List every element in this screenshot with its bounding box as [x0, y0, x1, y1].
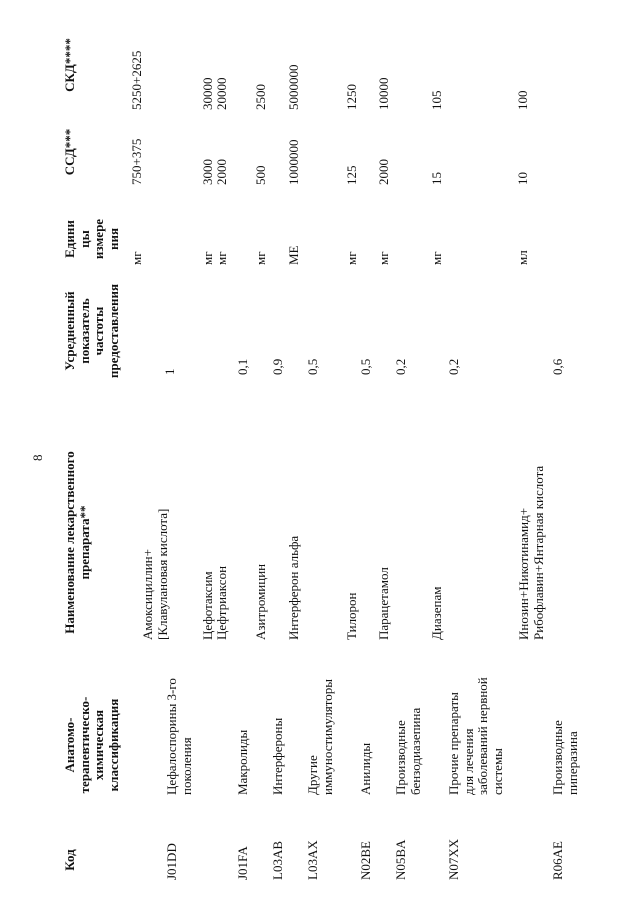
cell-drug-name: Парацетамол: [376, 567, 391, 640]
cell-skd: 5250+2625: [129, 50, 144, 110]
cell-skd: 2500: [253, 84, 268, 110]
header-skd: СКД****: [62, 38, 77, 92]
cell-drug-name: Инозин+Никотинамид+ Рибофлавин+Янтарная кислота: [516, 465, 546, 640]
cell-code: N02BE: [358, 841, 373, 880]
header-frequency: Усредненный показатель частоты предоставления: [62, 283, 121, 379]
cell-atc: Анилиды: [358, 742, 373, 795]
cell-unit: мг: [200, 251, 215, 265]
cell-unit: мг: [129, 251, 144, 265]
cell-skd: 10000: [376, 77, 391, 110]
cell-ssd: 2000: [376, 159, 391, 185]
cell-atc: Макролиды: [235, 729, 250, 795]
cell-drug-name: Тилорон: [344, 592, 359, 640]
cell-atc: Прочие препараты для лечения заболеваний нервной системы: [446, 677, 505, 795]
cell-code: N05BA: [393, 839, 408, 880]
header-code: Код: [62, 849, 77, 871]
cell-frequency: 0,6: [550, 358, 565, 375]
cell-code: R06AE: [550, 841, 565, 880]
cell-ssd: 3000: [200, 159, 215, 185]
cell-atc: Цефалоспорины 3-го поколения: [164, 678, 194, 795]
cell-atc: Другие иммуностимуляторы: [305, 679, 335, 795]
cell-drug-name: Амоксициллин+ [Клавулановая кислота]: [140, 508, 170, 640]
cell-unit: мг: [344, 251, 359, 265]
cell-unit: МЕ: [286, 245, 301, 265]
cell-ssd: 750+375: [129, 138, 144, 185]
cell-unit: мг: [214, 251, 229, 265]
cell-ssd: 2000: [214, 159, 229, 185]
cell-ssd: 10: [515, 172, 530, 185]
cell-frequency: 0,5: [358, 358, 373, 375]
cell-skd: 30000: [200, 77, 215, 110]
cell-code: N07XX: [446, 838, 461, 880]
cell-skd: 105: [429, 90, 444, 110]
cell-skd: 20000: [214, 77, 229, 110]
cell-ssd: 15: [429, 172, 444, 185]
cell-frequency: 0,1: [235, 358, 250, 375]
cell-frequency: 0,9: [270, 358, 285, 375]
cell-skd: 5000000: [286, 64, 301, 110]
cell-code: L03AX: [305, 840, 320, 880]
cell-skd: 100: [515, 90, 530, 110]
cell-unit: мг: [429, 251, 444, 265]
header-ssd: ССД***: [62, 128, 77, 176]
header-unit: Едини цы измере ния: [62, 218, 121, 260]
cell-drug-name: Азитромицин: [253, 563, 268, 640]
cell-code: L03AB: [270, 841, 285, 880]
cell-unit: мл: [515, 250, 530, 265]
cell-drug-name: Интерферон альфа: [286, 535, 301, 640]
cell-unit: мг: [253, 251, 268, 265]
cell-drug-name: Диазепам: [429, 586, 444, 640]
cell-drug-name: Цефтриаксон: [214, 565, 229, 640]
cell-frequency: 0,2: [446, 358, 461, 375]
cell-code: J01DD: [164, 843, 179, 880]
header-drug: Наименование лекарственного препарата**: [62, 451, 92, 634]
cell-unit: мг: [376, 251, 391, 265]
cell-frequency: 0,5: [305, 358, 320, 375]
cell-ssd: 500: [253, 165, 268, 185]
cell-ssd: 1000000: [286, 139, 301, 185]
cell-ssd: 125: [344, 165, 359, 185]
cell-atc: Интерфероны: [270, 717, 285, 795]
cell-frequency: 1: [162, 368, 177, 375]
cell-drug-name: Цефотаксим: [200, 571, 215, 640]
header-atc: Анатомо- терапевтическо- химическая классификация: [62, 696, 121, 794]
cell-skd: 1250: [344, 84, 359, 110]
page-number: 8: [30, 454, 45, 461]
cell-frequency: 0,2: [393, 358, 408, 375]
cell-atc: Производные пиперазина: [550, 720, 580, 795]
cell-atc: Производные бензодиазепина: [393, 707, 423, 795]
cell-code: J01FA: [235, 846, 250, 880]
